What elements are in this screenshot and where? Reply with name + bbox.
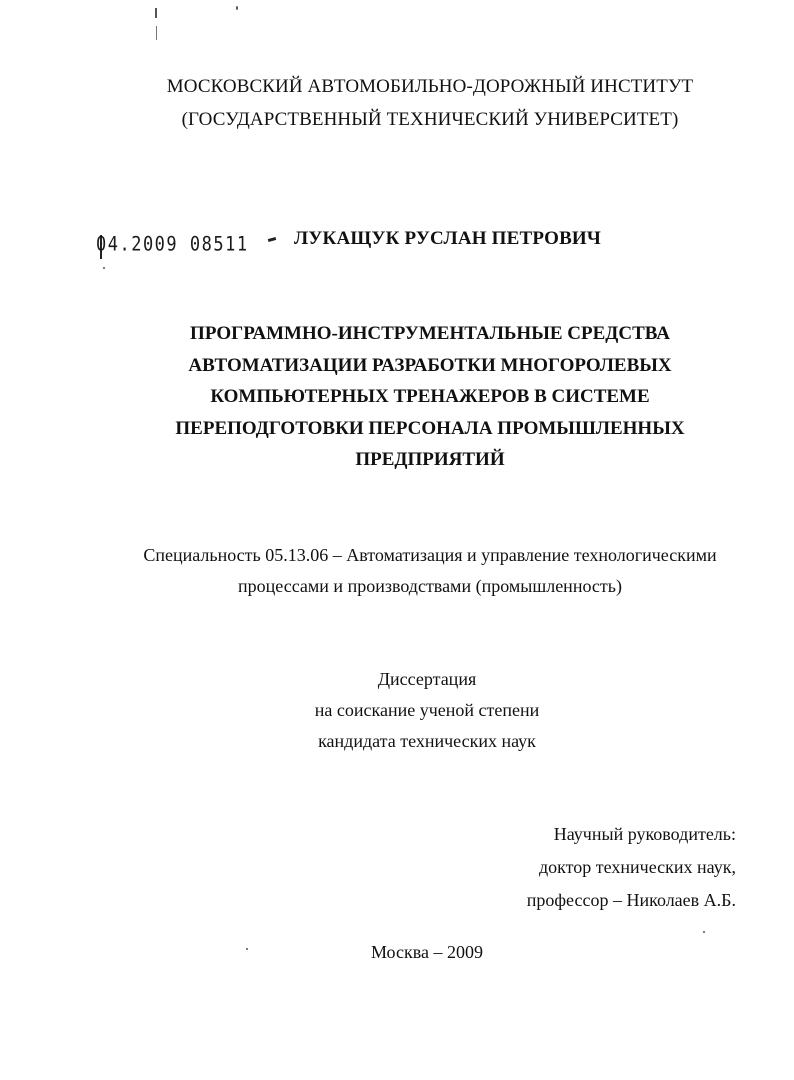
advisor-degree: доктор технических наук,	[539, 857, 736, 877]
scan-speck	[156, 26, 157, 40]
title-line: ПЕРЕПОДГОТОВКИ ПЕРСОНАЛА ПРОМЫШЛЕННЫХ	[175, 417, 685, 439]
degree-purpose: на соискание ученой степени	[314, 700, 540, 720]
institute-header	[30, 70, 794, 136]
advisor-label: Научный руководитель:	[553, 824, 736, 844]
advisor-name: профессор – Николаев А.Б.	[526, 890, 736, 910]
degree-name: кандидата технических наук	[318, 731, 536, 751]
scan-speck	[103, 267, 105, 269]
title-line: АВТОМАТИЗАЦИИ РАЗРАБОТКИ МНОГОРОЛЕВЫХ	[188, 354, 672, 376]
author-name: ЛУКАЩУК РУСЛАН ПЕТРОВИЧ	[294, 228, 602, 249]
specialty-block	[40, 540, 794, 602]
specialty-line-1: Специальность 05.13.06 – Автоматизация и управление технологическими	[143, 545, 717, 565]
stamp-tick	[268, 237, 277, 242]
scan-speck	[703, 931, 705, 933]
dissertation-title	[30, 318, 794, 476]
city-year: Москва – 2009	[371, 942, 483, 962]
library-stamp-code: 04.2009 08511	[96, 233, 249, 256]
specialty-line-2: процессами и производствами (промышленность)	[238, 576, 622, 596]
advisor-block	[527, 818, 736, 917]
scan-speck	[236, 6, 238, 10]
scan-speck	[155, 8, 157, 18]
title-line: КОМПЬЮТЕРНЫХ ТРЕНАЖЕРОВ В СИСТЕМЕ	[210, 386, 650, 407]
institute-name: МОСКОВСКИЙ АВТОМОБИЛЬНО-ДОРОЖНЫЙ ИНСТИТУТ	[166, 76, 694, 97]
title-line: ПРОГРАММНО-ИНСТРУМЕНТАЛЬНЫЕ СРЕДСТВА	[190, 323, 670, 344]
document-type: Диссертация	[377, 669, 477, 689]
title-line: ПРЕДПРИЯТИЙ	[355, 449, 505, 470]
degree-block	[30, 664, 794, 757]
institute-status: (ГОСУДАРСТВЕННЫЙ ТЕХНИЧЕСКИЙ УНИВЕРСИТЕТ)	[181, 109, 679, 130]
